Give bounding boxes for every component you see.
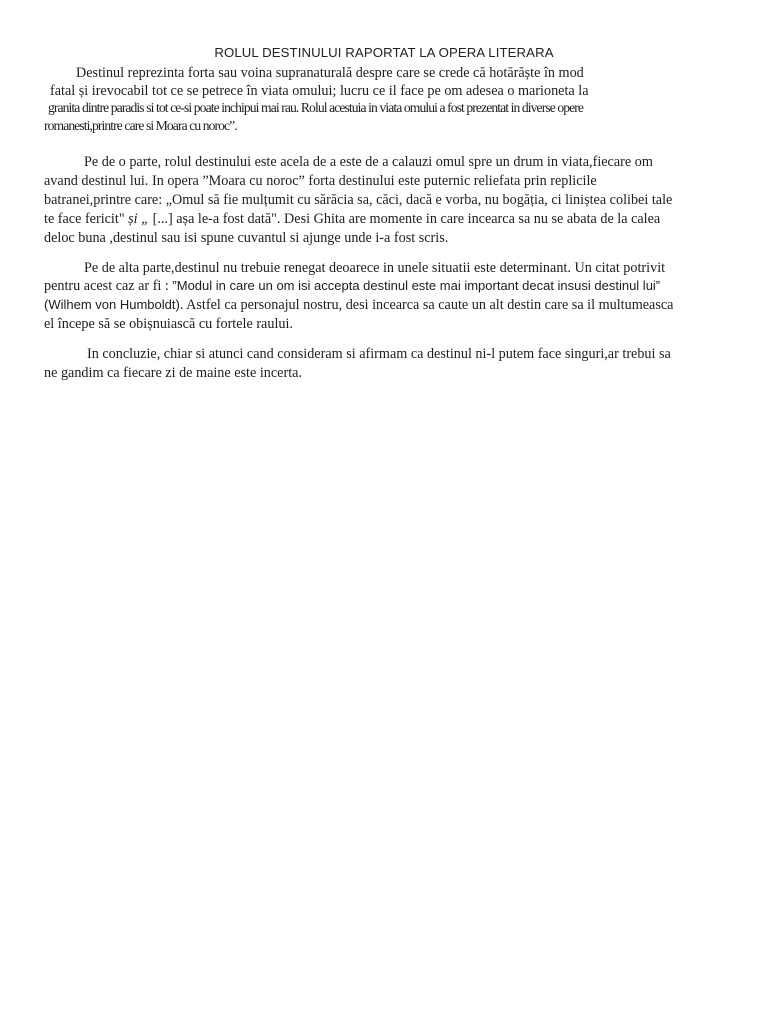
paragraph-2-line-3-rest: . Astfel ca personajul nostru, desi incearca sa caute un alt destin care sa il multumeasca — [179, 297, 674, 313]
paragraph-1-line-3-lead: batranei,printre care: — [44, 192, 166, 208]
intro-line-2: fatal și irevocabil tot ce se petrece în viata omului; lucru ce il face pe om adesea o marioneta la — [50, 83, 589, 99]
paragraph-1-line-3 — [44, 191, 672, 209]
paragraph-1-line-4-rest: [...] așa le-a fost dată". Desi Ghita are momente in care incearca sa nu se abata de la calea — [149, 211, 661, 227]
si-italic: și „ — [128, 211, 150, 227]
paragraph-2-line-3 — [44, 296, 673, 314]
intro-line-4: romanesti,printre care si Moara cu noroc”. — [44, 118, 237, 133]
document-title: ROLUL DESTINULUI RAPORTAT LA OPERA LITERARA — [214, 45, 554, 60]
paragraph-2-line-4: el începe să se obișnuiască cu fortele raului. — [44, 316, 293, 332]
quote-humboldt: ”Modul in care un om isi accepta destinul este mai important decat insusi destinul lui” — [172, 278, 661, 293]
quote-author: (Wilhem von Humboldt) — [44, 297, 180, 312]
paragraph-1-line-4 — [44, 210, 660, 228]
quote-batrana: „Omul să fie mulțumit cu sărăcia sa, căci, dacă e vorba, nu bogăția, ci liniștea colibei tale — [165, 192, 673, 208]
quote-batrana-end: te face fericit" — [44, 211, 129, 227]
paragraph-1-line-2: avand destinul lui. In opera ”Moara cu noroc” forta destinului este puternic reliefata prin replicile — [44, 173, 597, 189]
paragraph-1-line-5: deloc buna ,destinul sau isi spune cuvantul si ajunge unde i-a fost scris. — [44, 230, 449, 246]
paragraph-2-line-2 — [44, 277, 660, 295]
intro-line-1: Destinul reprezinta forta sau voina supranaturală despre care se crede că hotărăște în mod — [76, 65, 584, 81]
paragraph-2-line-2-lead: pentru acest caz ar fi : — [44, 278, 173, 294]
paragraph-1-line-1: Pe de o parte, rolul destinului este acela de a este de a calauzi omul spre un drum in viata,fiecare om — [84, 154, 653, 170]
paragraph-3-line-2: ne gandim ca fiecare zi de maine este incerta. — [44, 365, 302, 381]
intro-line-3: granita dintre paradis si tot ce-si poate inchipui mai rau. Rolul acestuia in viata omului a fost prezentat in diverse opere — [48, 100, 584, 115]
paragraph-2-line-1: Pe de alta parte,destinul nu trebuie renegat deoarece in unele situatii este determinant. Un citat potrivit — [84, 260, 666, 276]
paragraph-3-line-1: In concluzie, chiar si atunci cand consideram si afirmam ca destinul ni-l putem face singuri,ar trebui sa — [87, 346, 671, 362]
